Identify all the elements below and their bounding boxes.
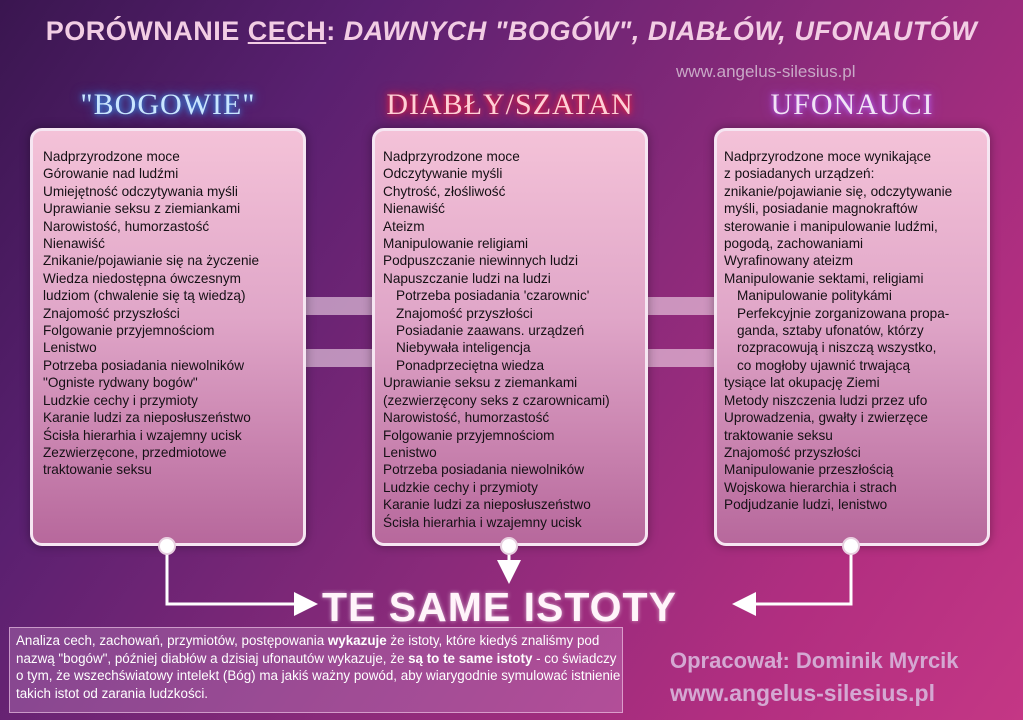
heading-devils: DIABŁY/SZATAN [386,88,634,121]
trait-item: Metody niszczenia ludzi przez ufo [724,392,928,408]
arrow-left [167,554,312,604]
trait-item: tysiące lat okupację Ziemi [724,375,880,391]
heading-gods: "BOGOWIE" [80,88,256,121]
trait-item: Nienawiść [383,201,445,217]
trait-item: Ponadprzeciętna wiedza [396,357,545,373]
trait-item: Lenistwo [43,340,97,356]
trait-item: Znajomość przyszłości [396,305,533,321]
trait-item: Znajomość przyszłości [724,444,861,460]
trait-item: sterowanie i manipulowanie ludźmi, [724,218,938,234]
trait-item: Manipulowanie sektami, religiami [724,270,924,286]
trait-item: Podpuszczanie niewinnych ludzi [383,253,578,269]
trait-item: Ludzkie cechy i przymioty [43,392,198,408]
trait-item: traktowanie seksu [724,427,833,443]
trait-item: pogodą, zachowaniami [724,236,864,252]
trait-item: rozpracowują i niszczą wszystko, [737,340,937,356]
trait-item: traktowanie seksu [43,462,152,478]
trait-item: myśli, posiadanie magnokraftów [724,201,918,217]
trait-item: Narowistość, humorzastość [43,218,210,234]
trait-item: Uprawianie seksu z ziemankami [383,375,578,391]
trait-item: Umiejętność odczytywania myśli [43,183,238,199]
trait-item: Manipulowanie religiami [383,236,529,252]
trait-item: Nienawiść [43,236,105,252]
trait-item: ludziom (chwalenie się tą wiedzą) [43,288,246,304]
summary-text: Analiza cech, zachowań, przymiotów, postępowania wykazuje że istoty, które kiedyś znaliśmy pod nazwą "bogów", później diabłów a dzisiaj ufonautów wykazuje, że są to te same istoty - co świadczy o tym, że wszechświatowy intelekt (Bóg) ma jakiś ważny powód, aby wiarygodnie symulować istnienie takich istot od zarania ludzkości. [16,633,621,701]
trait-item: Wiedza niedostępna ówczesnym [43,270,241,286]
trait-item: Chytrość, złośliwość [383,183,506,199]
trait-item: Wojskowa hierarchia i strach [724,479,897,495]
same-beings-headline: TE SAME ISTOTY [322,584,677,630]
trait-item: Manipulowanie politykámi [737,288,892,304]
trait-item: Wyrafinowany ateizm [724,253,854,269]
connector-dot [500,537,518,555]
trait-item: Nadprzyrodzone moce wynikające [724,149,932,164]
trait-item: Ludzkie cechy i przymioty [383,479,538,495]
site-url-top: www.angelus-silesius.pl [676,62,856,81]
trait-item: Ateizm [383,218,425,234]
trait-item: Zezwierzęcone, przedmiotowe [43,444,227,460]
trait-item: Karanie ludzi za nieposłuszeństwo [43,410,251,426]
trait-item: "Ogniste rydwany bogów" [43,375,198,391]
trait-item: Nadprzyrodzone moce [43,149,180,164]
trait-item: Perfekcyjnie zorganizowana propa- [737,305,950,321]
connector-dot [158,537,176,555]
trait-item: Odczytywanie myśli [383,166,503,182]
trait-item: Lenistwo [383,444,437,460]
trait-item: Manipulowanie przeszłością [724,462,894,478]
trait-item: Potrzeba posiadania niewolników [43,357,245,373]
trait-item: ganda, sztaby ufonatów, którzy [737,323,924,339]
trait-item: Folgowanie przyjemnościom [43,323,215,339]
trait-item: Niebywała inteligencja [396,340,531,356]
trait-item: znikanie/pojawianie się, odczytywanie [724,183,953,199]
trait-item: co mogłoby ujawnić trwającą [737,357,911,373]
connector-dot [842,537,860,555]
heading-ufonauts: UFONAUCI [770,88,934,121]
trait-item: Ścisła hierarhia i wzajemny ucisk [383,514,582,530]
trait-item: (zezwierzęcony seks z czarownicami) [383,392,610,408]
author-credit: Opracował: Dominik Myrcik [670,648,959,673]
trait-item: Górowanie nad ludźmi [43,166,179,182]
arrow-right [738,554,851,604]
page-title: PORÓWNANIE CECH: DAWNYCH "BOGÓW", DIABŁÓW, UFONAUTÓW [45,16,978,46]
trait-item: Napuszczanie ludzi na ludzi [383,270,551,286]
trait-item: Nadprzyrodzone moce [383,149,520,164]
trait-item: Ścisła hierarhia i wzajemny ucisk [43,427,242,443]
trait-item: Posiadanie zaawans. urządzeń [396,323,585,339]
trait-item: z posiadanych urządzeń: [724,166,875,182]
trait-item: Znikanie/pojawianie się na życzenie [43,253,260,269]
trait-item: Potrzeba posiadania 'czarownic' [396,288,590,304]
trait-item: Znajomość przyszłości [43,305,180,321]
trait-item: Potrzeba posiadania niewolników [383,462,585,478]
trait-item: Podjudzanie ludzi, lenistwo [724,497,888,513]
trait-item: Uprawianie seksu z ziemiankami [43,201,241,217]
site-url-bottom: www.angelus-silesius.pl [670,680,935,706]
trait-item: Karanie ludzi za nieposłuszeństwo [383,497,591,513]
trait-item: Folgowanie przyjemnościom [383,427,555,443]
trait-item: Uprowadzenia, gwałty i zwierzęce [724,410,928,426]
trait-item: Narowistość, humorzastość [383,410,550,426]
